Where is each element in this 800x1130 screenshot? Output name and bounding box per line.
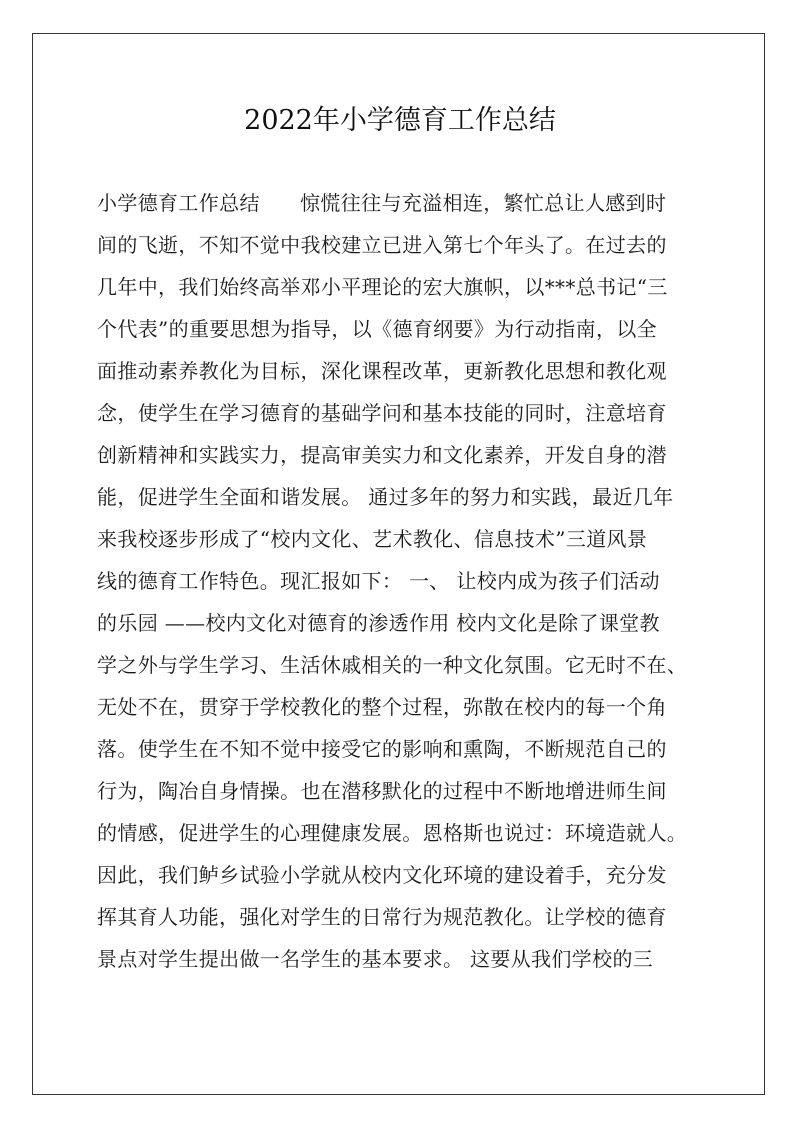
body-line: 学之外与学生学习、生活休戚相关的一种文化氛围。它无时不在、: [97, 653, 688, 677]
body-line: 因此，我们鲈乡试验小学就从校内文化环境的建设着手，充分发: [97, 863, 667, 887]
document-title: 2022年小学德育工作总结: [244, 105, 556, 136]
body-line: 落。使学生在不知不觉中接受它的影响和熏陶，不断规范自己的: [97, 737, 667, 761]
body-line: 线的德育工作特色。现汇报如下： 一、 让校内成为孩子们活动: [97, 569, 660, 593]
body-line: 个代表”的重要思想为指导，以《德育纲要》为行动指南，以全: [97, 317, 658, 341]
body-line: 挥其育人功能，强化对学生的日常行为规范教化。让学校的德育: [97, 905, 667, 929]
body-line: 面推动素养教化为目标，深化课程改革，更新教化思想和教化观: [97, 359, 667, 383]
body-line: 创新精神和实践实力，提高审美实力和文化素养，开发自身的潜: [97, 443, 667, 467]
document-body: [97, 182, 707, 980]
body-line: 几年中，我们始终高举邓小平理论的宏大旗帜，以***总书记“三: [97, 275, 668, 299]
body-line: 来我校逐步形成了“校内文化、艺术教化、信息技术”三道风景: [97, 527, 648, 551]
body-line: 念，使学生在学习德育的基础学问和基本技能的同时，注意培育: [97, 401, 667, 425]
body-line: 的情感，促进学生的心理健康发展。恩格斯也说过：环境造就人。: [97, 821, 688, 845]
body-line: 小学德育工作总结 惊慌往往与充溢相连，繁忙总让人感到时: [97, 191, 667, 215]
body-line: 间的飞逝，不知不觉中我校建立已进入第七个年头了。在过去的: [97, 233, 667, 257]
body-line: 行为，陶冶自身情操。也在潜移默化的过程中不断地增进师生间: [97, 779, 667, 803]
body-line: 无处不在，贯穿于学校教化的整个过程，弥散在校内的每一个角: [97, 695, 667, 719]
body-line: 景点对学生提出做一名学生的基本要求。 这要从我们学校的三: [97, 947, 654, 971]
body-line: 的乐园 ——校内文化对德育的渗透作用 校内文化是除了课堂教: [97, 611, 660, 635]
body-line: 能，促进学生全面和谐发展。 通过多年的努力和实践，最近几年: [97, 485, 674, 509]
